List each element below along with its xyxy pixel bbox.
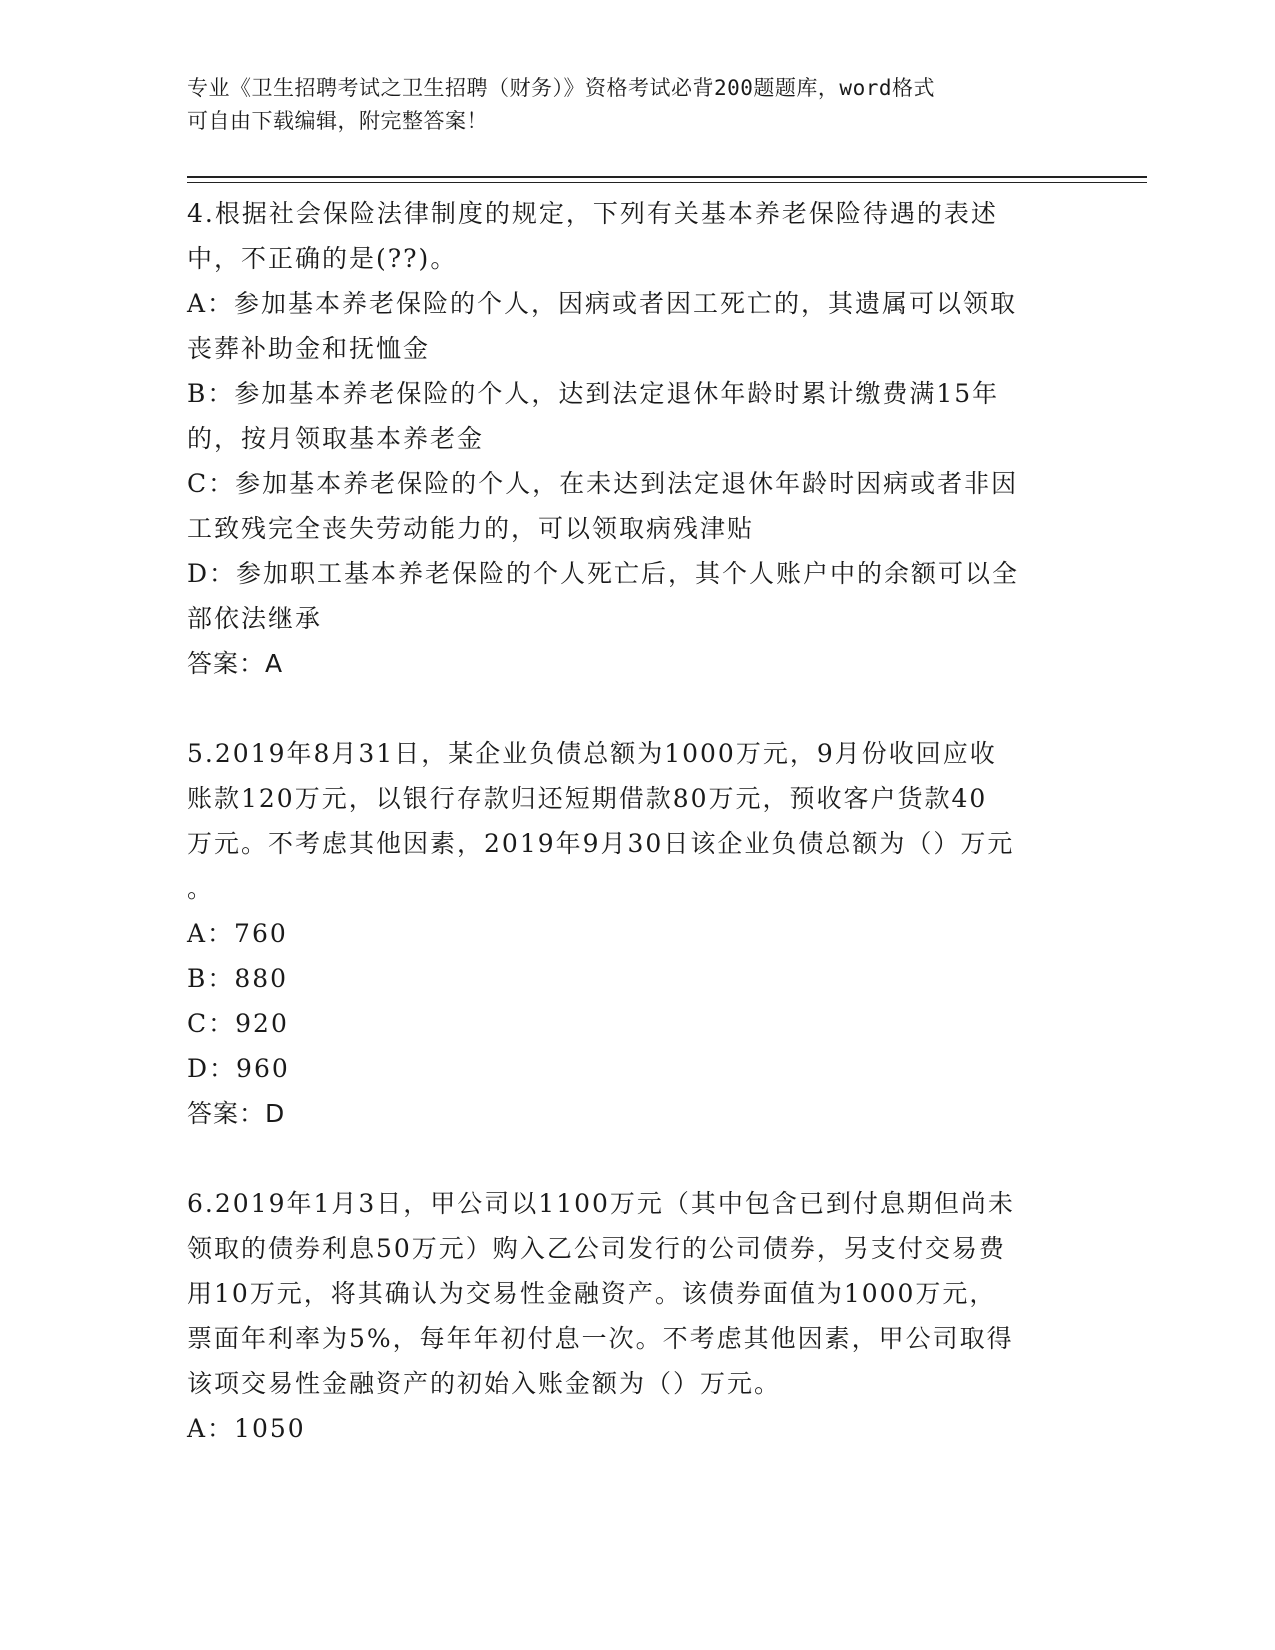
answer-label: 答案：A [187,649,284,678]
option-c-line: C：920 [187,1009,289,1038]
option-a-line: A：1050 [187,1414,306,1443]
question-stem-line: 账款120万元，以银行存款归还短期借款80万元，预收客户货款40 [187,784,988,813]
option-d-line: D：960 [187,1054,290,1083]
question-stem-line: 用10万元，将其确认为交易性金融资产。该债券面值为1000万元， [187,1279,997,1308]
option-c-line: C：参加基本养老保险的个人，在未达到法定退休年龄时因病或者非因 [187,469,1019,498]
question-stem-line: 万元。不考虑其他因素，2019年9月30日该企业负债总额为（）万元 [187,829,1015,858]
document-header [187,72,1067,138]
question-stem-line: 4.根据社会保险法律制度的规定，下列有关基本养老保险待遇的表述 [187,199,998,228]
question-stem-line: 票面年利率为5%，每年年初付息一次。不考虑其他因素，甲公司取得 [187,1324,1014,1353]
option-b-line: B：880 [187,964,289,993]
question-list [187,191,1087,1451]
header-line-1: 专业《卫生招聘考试之卫生招聘（财务）》资格考试必背200题题库，word格式 [187,76,935,100]
question-stem-line: 。 [187,874,215,903]
question-5 [187,731,1087,1136]
spacer [187,1136,1087,1181]
question-6 [187,1181,1087,1451]
option-a-line: A：760 [187,919,288,948]
question-stem-line: 领取的债券利息50万元）购入乙公司发行的公司债券，另支付交易费 [187,1234,1006,1263]
spacer [187,686,1087,731]
answer-label: 答案：D [187,1099,286,1128]
option-b-line: 的，按月领取基本养老金 [187,424,485,453]
header-rule-thin [187,182,1147,183]
option-d-line: 部依法继承 [187,604,323,633]
question-stem-line: 该项交易性金融资产的初始入账金额为（）万元。 [187,1369,782,1398]
question-4 [187,191,1087,686]
question-stem-line: 中，不正确的是(??)。 [187,244,458,273]
option-d-line: D：参加职工基本养老保险的个人死亡后，其个人账户中的余额可以全 [187,559,1020,588]
option-a-line: A：参加基本养老保险的个人，因病或者因工死亡的，其遗属可以领取 [187,289,1018,318]
option-a-line: 丧葬补助金和抚恤金 [187,334,431,363]
question-stem-line: 5.2019年8月31日，某企业负债总额为1000万元，9月份收回应收 [187,739,997,768]
header-rule-thick [187,176,1147,178]
header-line-2: 可自由下载编辑，附完整答案！ [187,109,488,133]
option-b-line: B：参加基本养老保险的个人，达到法定退休年龄时累计缴费满15年 [187,379,1000,408]
question-stem-line: 6.2019年1月3日，甲公司以1100万元（其中包含已到付息期但尚未 [187,1189,1015,1218]
option-c-line: 工致残完全丧失劳动能力的，可以领取病残津贴 [187,514,755,543]
